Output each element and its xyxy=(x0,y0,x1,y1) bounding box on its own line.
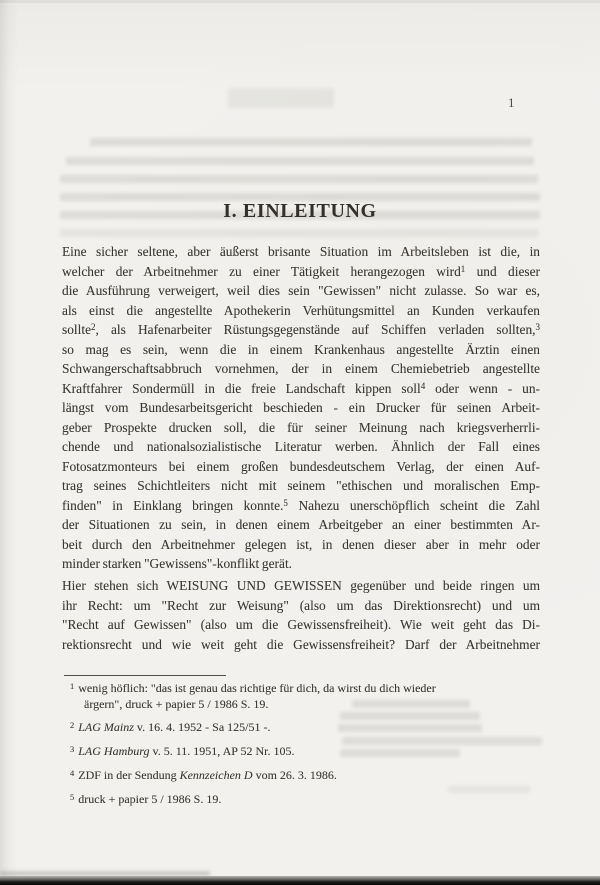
text-segment: v. 5. 11. 1951, AP 52 Nr. 105. xyxy=(149,744,295,758)
footnote-number: 1 xyxy=(70,680,75,691)
text-segment: ZDF in der Sendung xyxy=(78,768,180,782)
footnote-ref: 5 xyxy=(283,497,288,508)
text-line xyxy=(62,262,540,282)
text-segment: trag seines Schichtleiters nicht mit seinem "ethischen und moralischen Emp- xyxy=(62,478,540,493)
text-line xyxy=(62,576,540,596)
footnote-item xyxy=(70,681,540,712)
text-line xyxy=(62,476,540,496)
text-line xyxy=(62,535,540,555)
text-line xyxy=(62,398,540,418)
footnote-separator xyxy=(64,675,226,676)
footnote-number: 5 xyxy=(70,791,75,802)
footnote-number: 3 xyxy=(70,743,75,754)
ghost-bleed-line xyxy=(60,229,538,237)
chapter-heading: I. EINLEITUNG xyxy=(223,200,377,222)
ghost-bleed-block xyxy=(228,88,334,108)
text-line xyxy=(62,340,540,360)
scan-edge-bottom xyxy=(0,876,600,885)
text-line xyxy=(62,554,540,574)
text-segment: beit durch den Arbeitnehmer gelegen ist, in denen dieser aber in mehr oder xyxy=(62,536,540,552)
text-line xyxy=(62,615,540,635)
text-segment: Kraftfahrer Sondermüll in die freie Landschaft kippen soll xyxy=(62,380,421,396)
text-segment: Schwangerschaftsabbruch vornehmen, der in einem Chemiebetrieb angestellte xyxy=(62,361,540,376)
text-segment: ärgern", druck + papier 5 / 1986 S. 19. xyxy=(84,697,269,711)
text-segment: minder starken "Gewissens"-konflikt gerät. xyxy=(62,556,293,571)
footnote-ref: 2 xyxy=(91,322,96,332)
text-line xyxy=(62,596,540,616)
text-segment: der Situationen zu sein, in denen einem Arbeitgeber an einer bestimmten Ar- xyxy=(62,517,540,532)
text-line xyxy=(62,515,540,535)
footnote-item xyxy=(70,744,540,760)
text-segment: oder wenn - un- xyxy=(425,380,540,396)
footnote-item xyxy=(70,768,540,784)
text-segment: sollte xyxy=(62,322,92,337)
ghost-bleed-line xyxy=(60,175,538,183)
text-line xyxy=(62,359,540,379)
footnote-item xyxy=(70,720,540,736)
text-segment: LAG Hamburg xyxy=(78,744,150,758)
text-segment: , als Hafenarbeiter Rüstungsgegenstände auf Schiffen verladen sollten, xyxy=(95,322,536,337)
scan-edge-left xyxy=(0,0,18,885)
text-segment: rektionsrecht und wie weit geht die Gewissensfreiheit? Darf der Arbeitnehmer xyxy=(62,636,540,652)
text-segment: finden" in Einklang bringen konnte. xyxy=(62,497,284,513)
scan-edge-top xyxy=(0,0,600,3)
text-segment: welcher der Arbeitnehmer zu einer Tätigkeit herangezogen wird xyxy=(62,263,461,279)
text-line xyxy=(62,281,540,301)
text-segment: "Recht auf Gewissen" (also um die Gewissensfreiheit). Wie weit geht das Di- xyxy=(62,617,540,632)
paragraph-1 xyxy=(62,242,540,574)
footnotes xyxy=(70,681,540,816)
text-line xyxy=(62,301,540,321)
ghost-bleed-line xyxy=(90,138,532,146)
text-line xyxy=(62,457,540,477)
ghost-bleed-line xyxy=(66,157,534,165)
page-number: 1 xyxy=(508,95,515,110)
text-segment: Nahezu unerschöpflich scheint die Zahl xyxy=(287,497,540,513)
text-line xyxy=(62,496,540,516)
text-segment: und dieser xyxy=(465,263,540,279)
text-segment: wenig höflich: "das ist genau das richtige für dich, da wirst du dich wieder xyxy=(78,681,436,695)
text-segment: als einst die angestellte Apothekerin Verhütungsmittel an Kunden verkaufen xyxy=(62,302,540,318)
text-line xyxy=(62,242,540,262)
footnote-item xyxy=(70,792,540,808)
text-line xyxy=(62,418,540,438)
text-line xyxy=(62,635,540,655)
footnote-ref: 4 xyxy=(420,380,426,391)
text-line xyxy=(62,320,540,340)
text-segment: vom 26. 3. 1986. xyxy=(252,768,337,782)
footnote-ref: 1 xyxy=(460,263,466,274)
text-segment: Kennzeichen D xyxy=(179,768,253,782)
footnote-number: 2 xyxy=(70,719,75,730)
footnote-number: 4 xyxy=(70,767,75,778)
text-segment: LAG Mainz xyxy=(78,720,134,734)
text-segment: chende und nationalsozialistische Literatur werben. Ähnlich der Fall eines xyxy=(62,439,540,454)
text-segment: ihr Recht: um "Recht zur Weisung" (also um das Direktionsrecht) und um xyxy=(62,597,540,613)
text-segment: v. 16. 4. 1952 - Sa 125/51 -. xyxy=(133,720,271,734)
text-segment: Fotosatzmonteurs bei einem großen bundesdeutschem Verlag, der einen Auf- xyxy=(62,458,540,474)
footnote-ref: 3 xyxy=(535,322,540,332)
text-segment: geber Prospekte drucken soll, die für seiner Meinung nach kriegsverherrli- xyxy=(62,419,540,435)
text-segment: längst vom Bundesarbeitsgericht beschieden - ein Drucker für seinen Arbeit- xyxy=(62,400,540,415)
text-segment: die Ausführung verweigert, weil dies sein "Gewissen" nicht zulasse. So war es, xyxy=(62,283,540,298)
text-segment: Eine sicher seltene, aber äußerst brisante Situation im Arbeitsleben ist die, in xyxy=(62,244,540,259)
text-line xyxy=(62,379,540,399)
text-segment: Hier stehen sich WEISUNG UND GEWISSEN gegenüber und beide ringen um xyxy=(62,578,540,593)
text-segment: so mag es sein, wenn die in einem Krankenhaus angestellte Ärztin einen xyxy=(62,341,540,357)
paragraph-2 xyxy=(62,576,540,654)
text-segment: druck + papier 5 / 1986 S. 19. xyxy=(78,792,222,806)
text-line xyxy=(62,437,540,457)
